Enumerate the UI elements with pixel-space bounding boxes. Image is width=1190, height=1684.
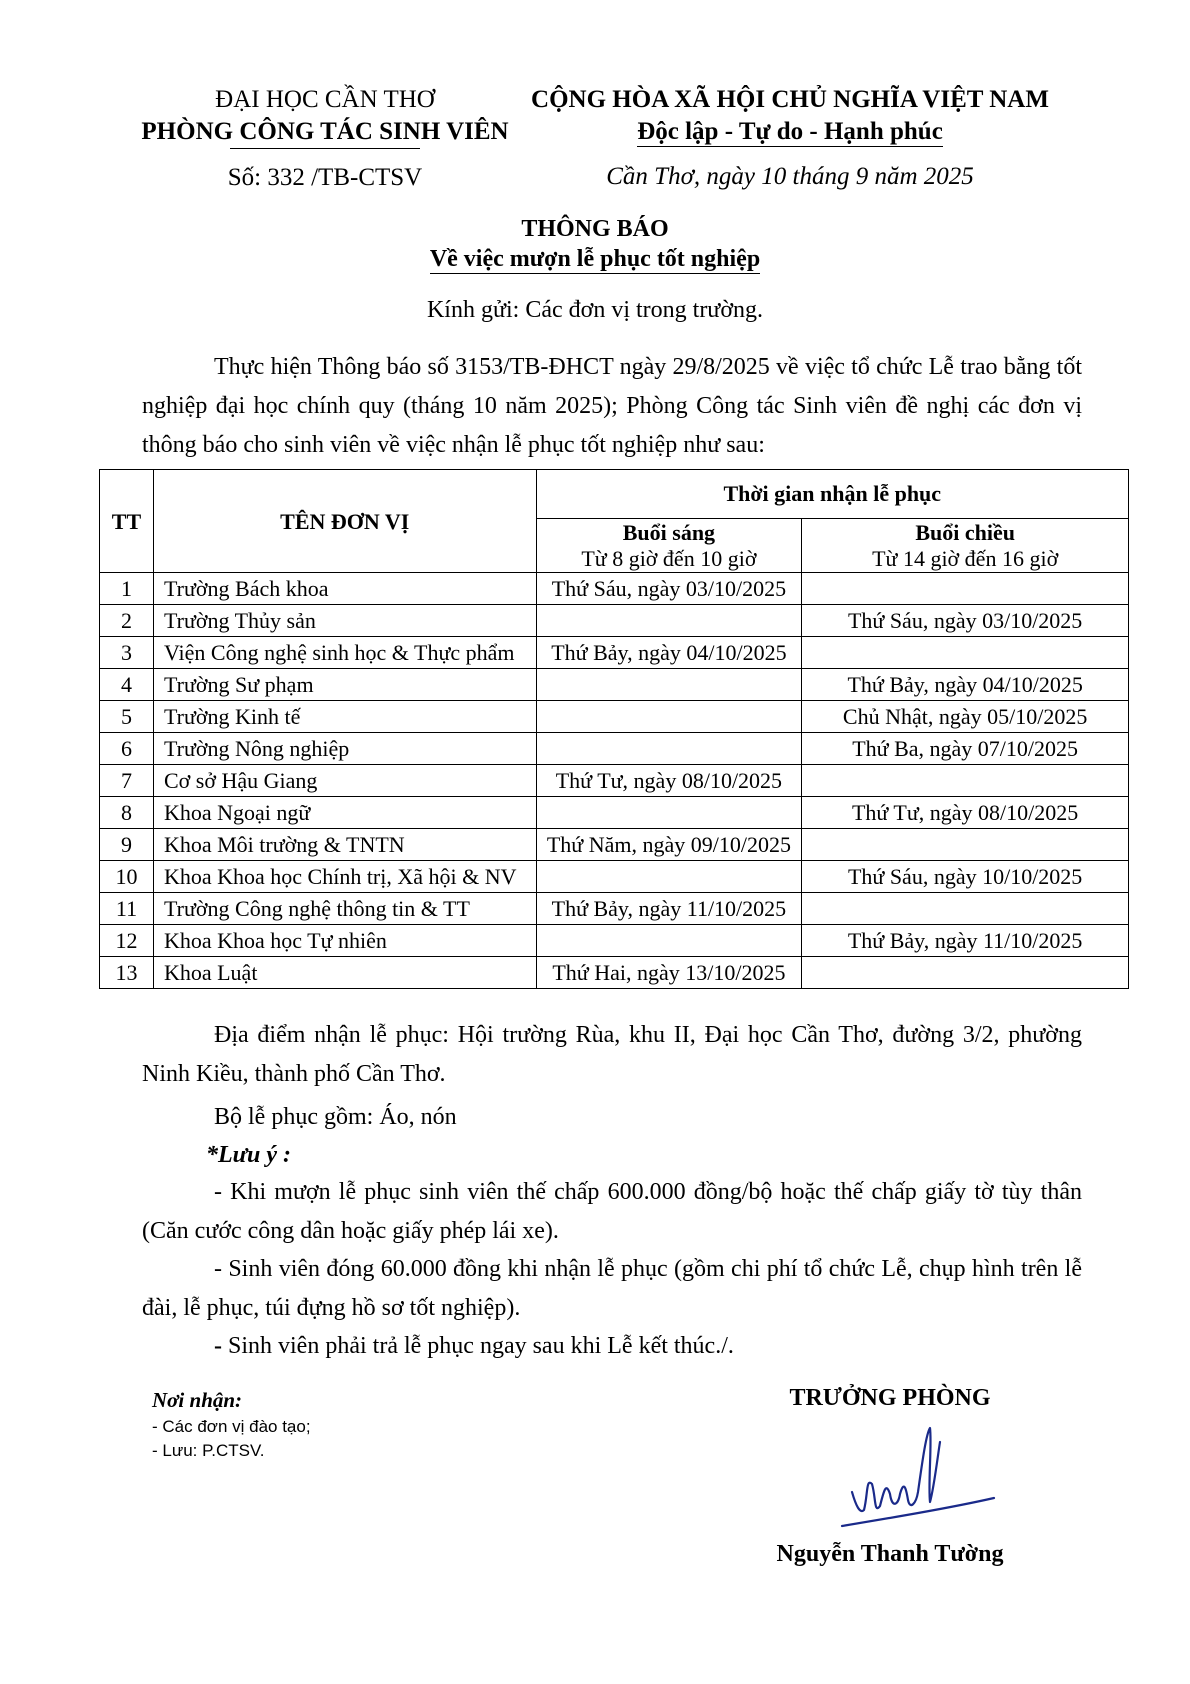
row-number: 2: [100, 605, 154, 637]
afternoon-label: Buổi chiều: [915, 520, 1015, 545]
location-paragraph: Địa điểm nhận lễ phục: Hội trường Rùa, khu II, Đại học Cần Thơ, đường 3/2, phường Ninh Kiều, thành phố Cần Thơ.: [142, 1022, 1082, 1087]
morning-label: Buổi sáng: [622, 520, 716, 545]
org-parent: ĐẠI HỌC CẦN THƠ: [215, 86, 435, 113]
row-morning-date: [536, 605, 802, 637]
row-unit-name: Trường Bách khoa: [153, 573, 536, 605]
row-afternoon-date: Thứ Bảy, ngày 04/10/2025: [802, 669, 1129, 701]
national-header: [510, 84, 1070, 193]
row-number: 11: [100, 893, 154, 925]
row-number: 8: [100, 797, 154, 829]
table-row: [100, 829, 1129, 861]
row-unit-name: Khoa Khoa học Chính trị, Xã hội & NV: [153, 861, 536, 893]
col-header-tt: TT: [100, 470, 154, 573]
row-number: 3: [100, 637, 154, 669]
row-number: 6: [100, 733, 154, 765]
schedule-body: [100, 573, 1129, 989]
nation-name: CỘNG HÒA XÃ HỘI CHỦ NGHĨA VIỆT NAM: [531, 86, 1049, 113]
row-unit-name: Khoa Khoa học Tự nhiên: [153, 925, 536, 957]
row-morning-date: [536, 733, 802, 765]
issuer-block: [110, 84, 540, 194]
row-afternoon-date: Thứ Sáu, ngày 10/10/2025: [802, 861, 1129, 893]
note-return-dash: -: [214, 1333, 222, 1359]
doc-type: THÔNG BÁO: [521, 216, 669, 242]
row-afternoon-date: [802, 637, 1129, 669]
table-row: [100, 733, 1129, 765]
row-unit-name: Trường Sư phạm: [153, 669, 536, 701]
row-afternoon-date: [802, 893, 1129, 925]
org-unit: PHÒNG CÔNG TÁC SINH VIÊN: [141, 118, 509, 145]
row-number: 9: [100, 829, 154, 861]
row-morning-date: Thứ Tư, ngày 08/10/2025: [536, 765, 802, 797]
table-row: [100, 573, 1129, 605]
signer-role: TRƯỞNG PHÒNG: [789, 1385, 991, 1411]
row-morning-date: Thứ Năm, ngày 09/10/2025: [536, 829, 802, 861]
doc-subject: Về việc mượn lễ phục tốt nghiệp: [429, 246, 761, 272]
table-row: [100, 893, 1129, 925]
row-unit-name: Cơ sở Hậu Giang: [153, 765, 536, 797]
row-unit-name: Khoa Luật: [153, 957, 536, 989]
row-number: 7: [100, 765, 154, 797]
row-morning-date: [536, 925, 802, 957]
gown-set-line: Bộ lễ phục gồm: Áo, nón: [214, 1104, 457, 1130]
col-header-morning: [536, 519, 802, 573]
row-morning-date: Thứ Sáu, ngày 03/10/2025: [536, 573, 802, 605]
row-number: 4: [100, 669, 154, 701]
row-afternoon-date: Thứ Sáu, ngày 03/10/2025: [802, 605, 1129, 637]
row-morning-date: Thứ Hai, ngày 13/10/2025: [536, 957, 802, 989]
row-unit-name: Khoa Môi trường & TNTN: [153, 829, 536, 861]
receiver-item: - Các đơn vị đào tạo;: [152, 1417, 311, 1436]
row-afternoon-date: [802, 573, 1129, 605]
receiver-item: - Lưu: P.CTSV.: [152, 1441, 265, 1460]
note-label: *Lưu ý :: [206, 1142, 292, 1168]
motto: Độc lập - Tự do - Hạnh phúc: [637, 118, 943, 145]
org-underline: [230, 148, 420, 149]
note-return: [142, 1327, 1082, 1366]
signature-block: [740, 1382, 1040, 1570]
row-unit-name: Viện Công nghệ sinh học & Thực phẩm: [153, 637, 536, 669]
intro-paragraph: Thực hiện Thông báo số 3153/TB-ĐHCT ngày 29/8/2025 về việc tổ chức Lễ trao bằng tốt nghiệp đại học chính quy (tháng 10 năm 2025); Phòng Công tác Sinh viên đề nghị các đơn vị thông báo cho sinh viên về việc nhận lễ phục tốt nghiệp như sau:: [142, 354, 1082, 458]
note-fee: - Sinh viên đóng 60.000 đồng khi nhận lễ phục (gồm chi phí tổ chức Lễ, chụp hình trên lễ đài, lễ phục, túi đựng hồ sơ tốt nghiệp).: [142, 1256, 1082, 1321]
row-morning-date: [536, 669, 802, 701]
afternoon-hours: Từ 14 giờ đến 16 giờ: [872, 546, 1059, 571]
row-number: 5: [100, 701, 154, 733]
row-afternoon-date: [802, 829, 1129, 861]
row-morning-date: [536, 797, 802, 829]
receivers-label: Nơi nhận:: [152, 1388, 243, 1412]
row-morning-date: [536, 861, 802, 893]
row-number: 10: [100, 861, 154, 893]
row-afternoon-date: Thứ Tư, ngày 08/10/2025: [802, 797, 1129, 829]
row-number: 1: [100, 573, 154, 605]
row-unit-name: Trường Kinh tế: [153, 701, 536, 733]
receivers-block: [152, 1385, 311, 1463]
row-unit-name: Khoa Ngoại ngữ: [153, 797, 536, 829]
row-unit-name: Trường Nông nghiệp: [153, 733, 536, 765]
recipient-line: Kính gửi: Các đơn vị trong trường.: [426, 297, 764, 323]
row-afternoon-date: Chủ Nhật, ngày 05/10/2025: [802, 701, 1129, 733]
handwritten-signature: [780, 1414, 1000, 1534]
col-header-afternoon: [802, 519, 1129, 573]
place-date: Cần Thơ, ngày 10 tháng 9 năm 2025: [606, 163, 974, 190]
row-morning-date: Thứ Bảy, ngày 11/10/2025: [536, 893, 802, 925]
row-afternoon-date: [802, 765, 1129, 797]
table-row: [100, 701, 1129, 733]
col-header-unit: TÊN ĐƠN VỊ: [153, 470, 536, 573]
signer-name: Nguyễn Thanh Tường: [776, 1541, 1004, 1567]
table-row: [100, 861, 1129, 893]
table-row: [100, 797, 1129, 829]
col-header-time: Thời gian nhận lễ phục: [536, 470, 1128, 519]
row-unit-name: Trường Thủy sản: [153, 605, 536, 637]
table-row: [100, 637, 1129, 669]
table-row: [100, 957, 1129, 989]
table-row: [100, 765, 1129, 797]
table-row: [100, 925, 1129, 957]
table-row: [100, 669, 1129, 701]
row-number: 13: [100, 957, 154, 989]
row-afternoon-date: Thứ Bảy, ngày 11/10/2025: [802, 925, 1129, 957]
table-row: [100, 605, 1129, 637]
doc-number: Số: 332 /TB-CTSV: [227, 164, 423, 191]
row-unit-name: Trường Công nghệ thông tin & TT: [153, 893, 536, 925]
row-number: 12: [100, 925, 154, 957]
morning-hours: Từ 8 giờ đến 10 giờ: [581, 546, 757, 571]
doc-title: [0, 214, 1190, 274]
note-deposit: - Khi mượn lễ phục sinh viên thế chấp 600.000 đồng/bộ hoặc thế chấp giấy tờ tùy thân (Căn cước công dân hoặc giấy phép lái xe).: [142, 1179, 1082, 1244]
row-morning-date: Thứ Bảy, ngày 04/10/2025: [536, 637, 802, 669]
row-afternoon-date: Thứ Ba, ngày 07/10/2025: [802, 733, 1129, 765]
note-return-text: Sinh viên phải trả lễ phục ngay sau khi Lễ kết thúc./.: [222, 1333, 734, 1359]
row-afternoon-date: [802, 957, 1129, 989]
schedule-table: [99, 469, 1129, 989]
row-morning-date: [536, 701, 802, 733]
